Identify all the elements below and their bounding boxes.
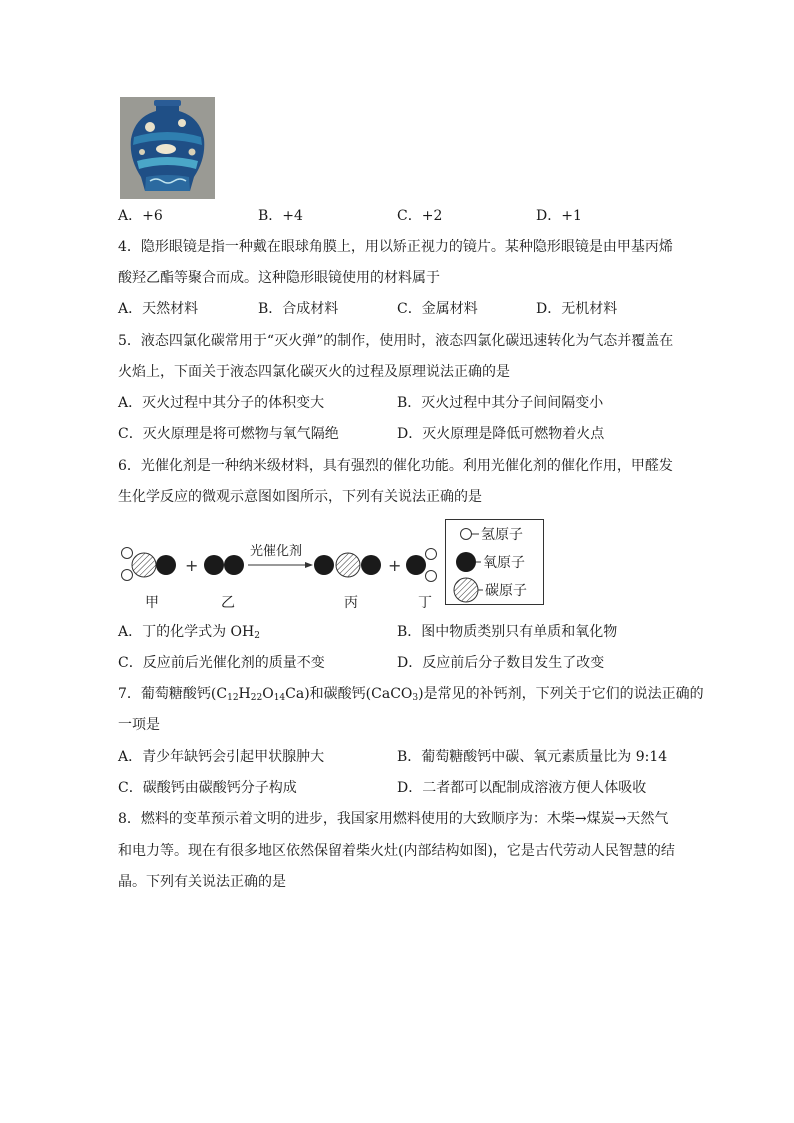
carbon-atom — [336, 553, 360, 577]
hydrogen-atom — [426, 549, 437, 560]
q6-option-a: A．丁的化学式为 $OH_2$ — [118, 624, 260, 641]
molecule-bing — [314, 553, 381, 577]
q7-option-d: D．二者都可以配制成溶液方便人体吸收 — [397, 780, 647, 796]
q8-stem-line3: 晶。下列有关说法正确的是 — [118, 874, 286, 890]
q5-option-a: A．灭火过程中其分子的体积变大 — [118, 395, 325, 411]
q5-stem-line1: 5．液态四氯化碳常用于“灭火弹”的制作，使用时，液态四氯化碳迅速转化为气态并覆盖在 — [118, 333, 674, 349]
carbon-atom — [132, 553, 156, 577]
hydrogen-atom — [122, 570, 133, 581]
catalyst-label: 光催化剂 — [250, 544, 303, 559]
q7-option-a: A．青少年缺钙会引起甲状腺肿大 — [118, 749, 325, 765]
label-yi: 乙 — [221, 595, 235, 611]
label-bing: 丙 — [344, 595, 358, 611]
atom-legend — [445, 519, 544, 605]
plus-sign-2: + — [388, 556, 402, 575]
plus-sign-1: + — [185, 556, 199, 575]
q7-option-c: C．碳酸钙由碳酸钙分子构成 — [118, 780, 297, 796]
q4-stem-line1: 4．隐形眼镜是指一种戴在眼球角膜上，用以矫正视力的镜片。某种隐形眼镜是由甲基丙烯 — [118, 239, 673, 255]
oxygen-atom — [406, 555, 426, 575]
q3-option-d: D．+1 — [536, 208, 582, 224]
q7-stem-line1: 7．葡萄糖酸钙$(C_{12}H_{22}O_{14}Ca)$和碳酸钙(CaCO$_3$)是常见的补钙剂，下列关于它们的说法正确的 — [118, 686, 704, 703]
q6-option-d: D．反应前后分子数目发生了改变 — [397, 655, 605, 671]
q5-option-c: C．灭火原理是将可燃物与氧气隔绝 — [118, 426, 339, 442]
q3-option-c: C．+2 — [397, 208, 443, 224]
hydrogen-atom — [426, 571, 437, 582]
molecule-jia — [122, 548, 177, 581]
legend-carbon-label: 碳原子 — [485, 583, 527, 599]
q4-option-a: A．天然材料 — [118, 301, 199, 317]
q8-stem-line2: 和电力等。现在有很多地区依然保留着柴火灶(内部结构如图)，它是古代劳动人民智慧的结 — [118, 843, 675, 859]
q4-stem-line2: 酸羟乙酯等聚合而成。这种隐形眼镜使用的材料属于 — [118, 270, 440, 286]
q6-option-c: C．反应前后光催化剂的质量不变 — [118, 655, 325, 671]
legend-oxygen-icon — [456, 552, 476, 572]
oxygen-atom — [314, 555, 334, 575]
oxygen-atom — [224, 555, 244, 575]
q6-stem-line2: 生化学反应的微观示意图如图所示，下列有关说法正确的是 — [118, 489, 482, 505]
label-jia: 甲 — [145, 595, 159, 611]
vase-illustration — [120, 97, 215, 199]
legend-hydrogen-label: 氢原子 — [481, 527, 523, 543]
hydrogen-atom — [122, 548, 133, 559]
molecule-ding — [406, 549, 437, 582]
q6-option-b: B．图中物质类别只有单质和氧化物 — [397, 624, 618, 640]
oxygen-atom — [361, 555, 381, 575]
oxygen-atom — [204, 555, 224, 575]
q5-stem-line2: 火焰上，下面关于液态四氯化碳灭火的过程及原理说法正确的是 — [118, 364, 510, 380]
q7-stem-line2: 一项是 — [118, 717, 160, 733]
q5-option-d: D．灭火原理是降低可燃物着火点 — [397, 426, 605, 442]
q7-option-b: B．葡萄糖酸钙中碳、氧元素质量比为 9:14 — [397, 749, 668, 765]
arrow-head-icon — [305, 562, 313, 568]
q4-option-b: B．合成材料 — [258, 301, 339, 317]
q4-option-c: C．金属材料 — [397, 301, 478, 317]
legend-carbon-icon — [454, 578, 478, 602]
oxygen-atom — [156, 555, 176, 575]
legend-oxygen-label: 氧原子 — [483, 555, 525, 571]
legend-hydrogen-icon — [461, 529, 472, 540]
q3-option-b: B．+4 — [258, 208, 303, 224]
molecule-yi — [204, 555, 244, 575]
q3-option-a: A．+6 — [118, 208, 163, 224]
porcelain-vase-image — [120, 97, 215, 199]
label-ding: 丁 — [418, 595, 432, 611]
q5-option-b: B．灭火过程中其分子间间隔变小 — [397, 395, 604, 411]
q6-stem-line1: 6．光催化剂是一种纳米级材料，具有强烈的催化功能。利用光催化剂的催化作用，甲醛发 — [118, 458, 673, 474]
q8-stem-line1: 8．燃料的变革预示着文明的进步，我国家用燃料使用的大致顺序为：木柴→煤炭→天然气 — [118, 811, 669, 827]
q4-option-d: D．无机材料 — [536, 301, 618, 317]
